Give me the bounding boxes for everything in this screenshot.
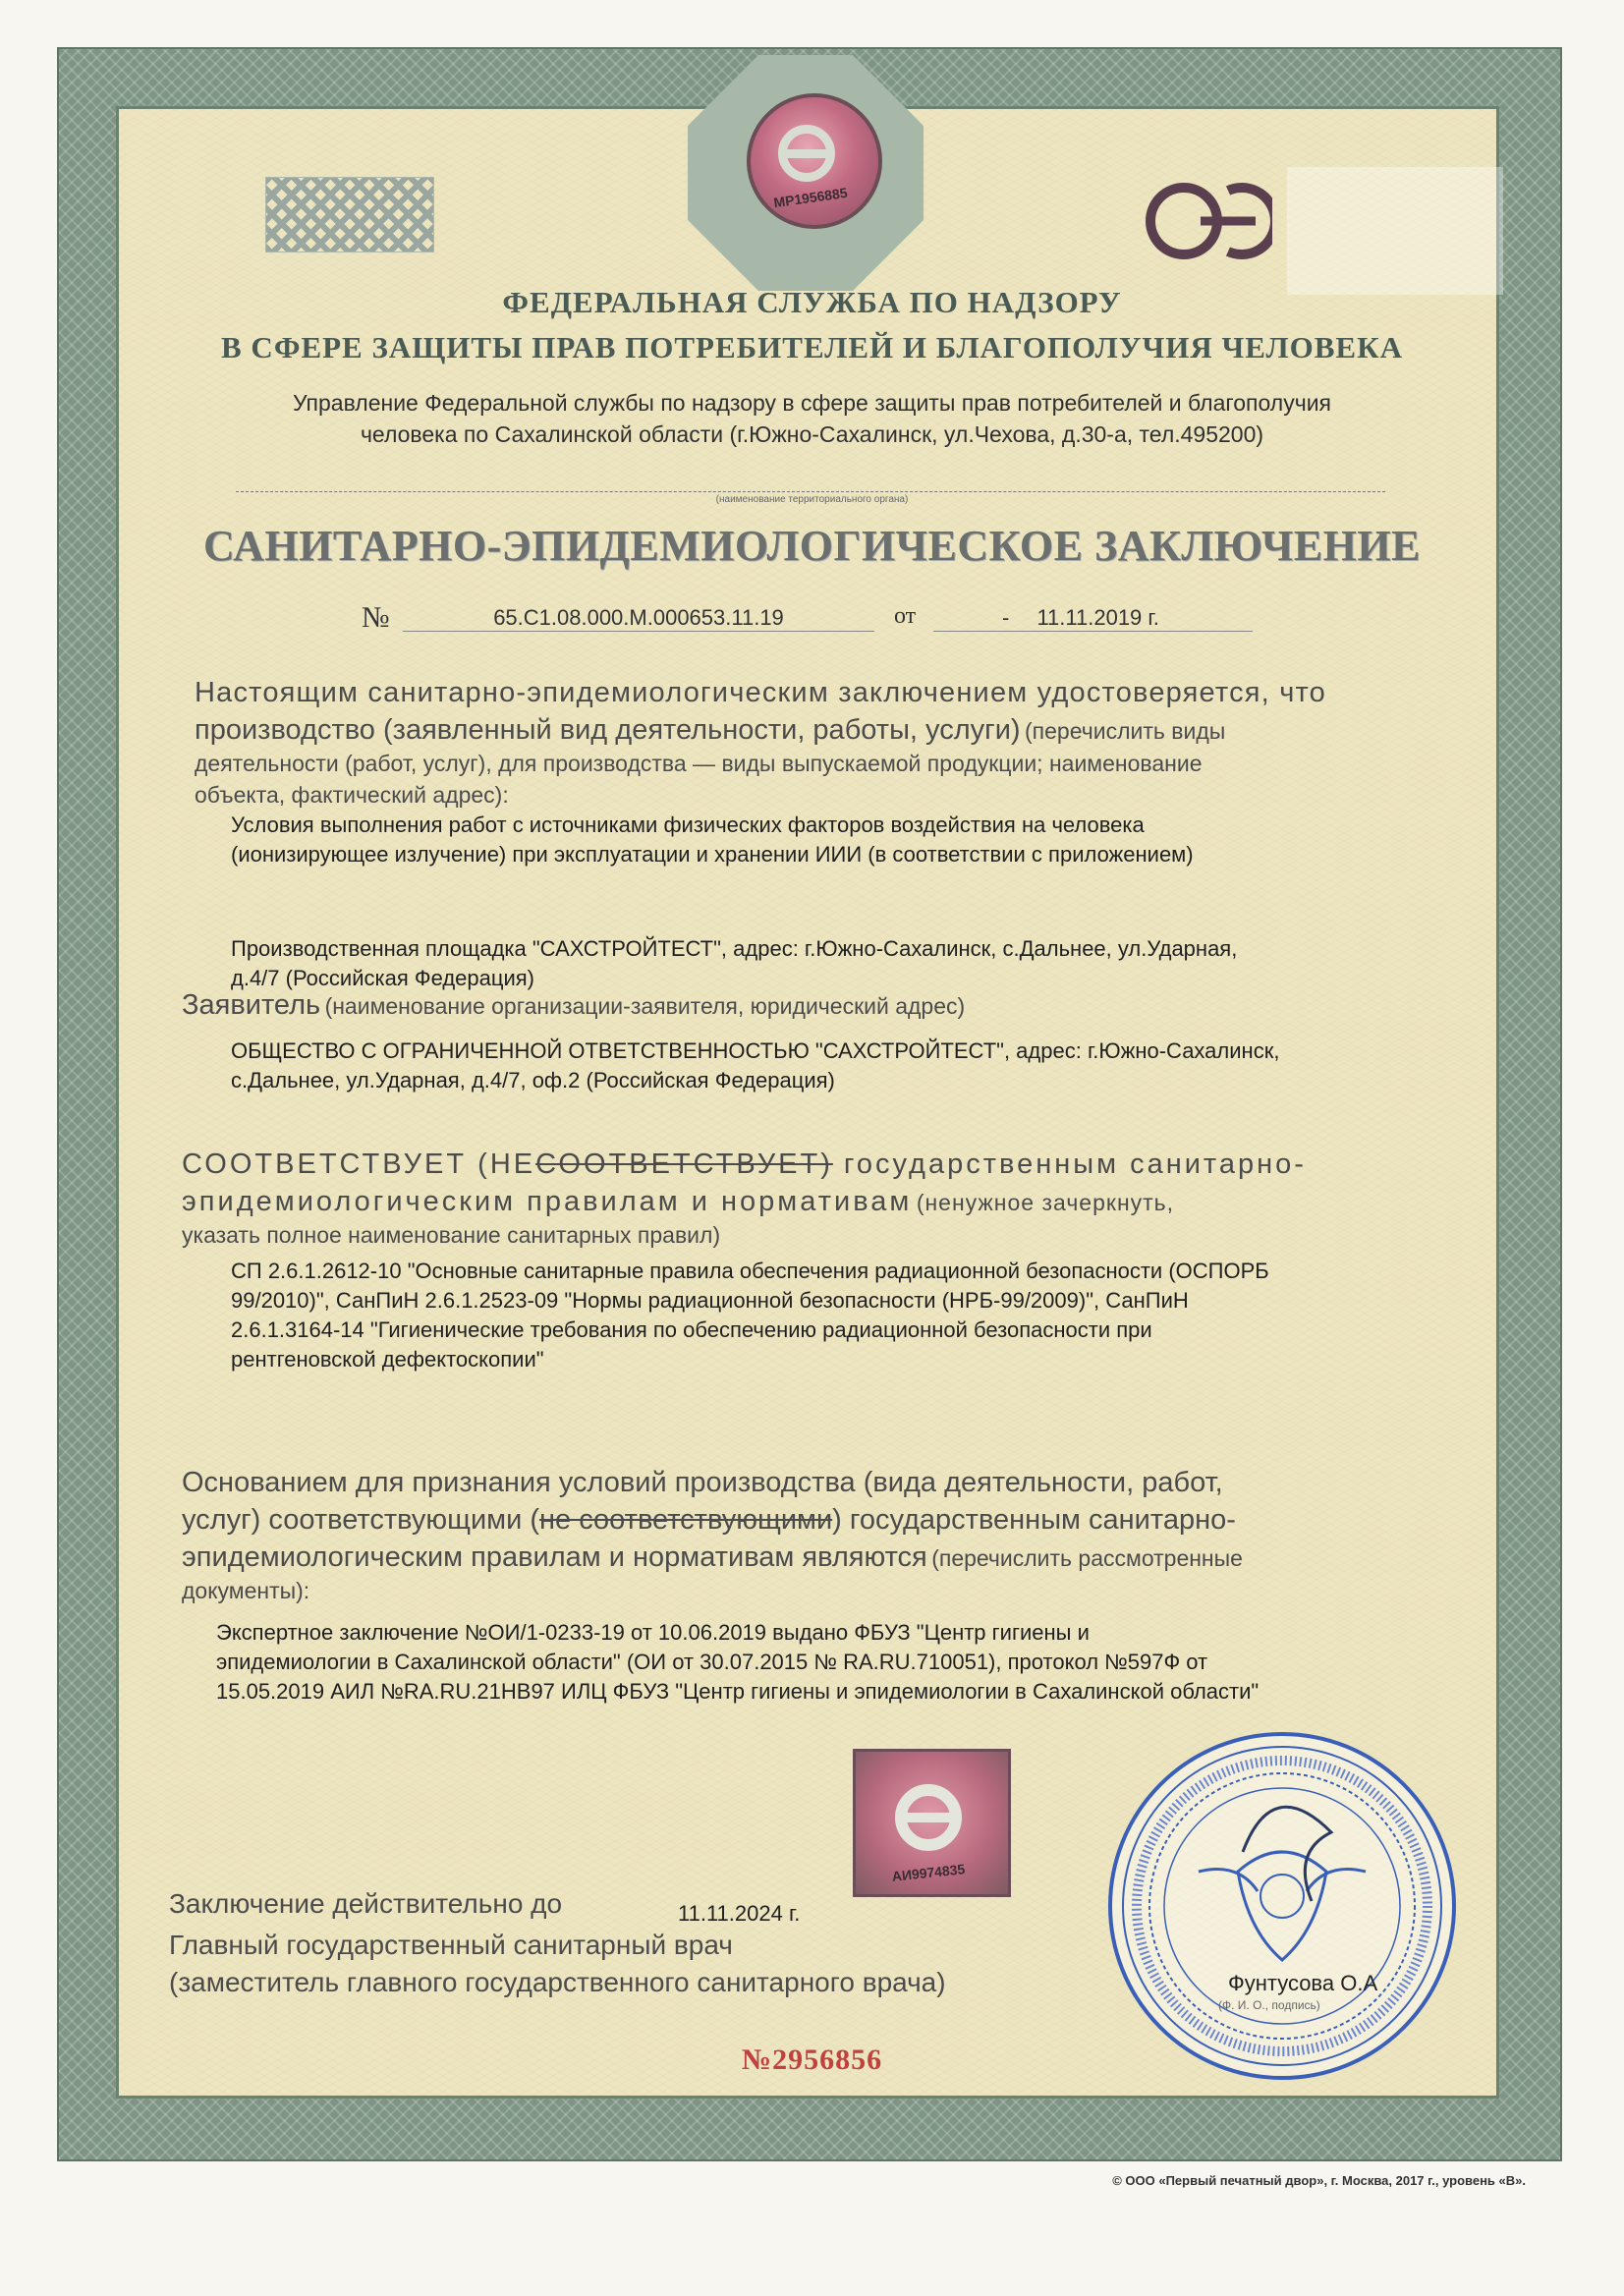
signature-role-line1: Главный государственный санитарный врач — [169, 1930, 733, 1960]
production-intro-line2 — [195, 713, 1225, 748]
department-line2: человека по Сахалинской области (г.Южно-Сахалинск, ул.Чехова, д.30-а, тел.495200) — [360, 421, 1264, 447]
validity-label: Заключение действительно до — [169, 1888, 563, 1919]
conformity-word: СООТВЕТСТВУЕТ — [182, 1148, 468, 1180]
production-intro-line3: деятельности (работ, услуг), для производства — виды выпускаемой продукции; наименование — [195, 751, 1203, 776]
production-text-line2: (ионизирующее излучение) при эксплуатации и хранении ИИИ (в соответствии с приложением) — [231, 842, 1194, 867]
basis-line2 — [182, 1503, 1236, 1538]
signature-role-line2: (заместитель главного государственного санитарного врача) — [169, 1967, 946, 1997]
validity-date: 11.11.2024 г. — [678, 1901, 801, 1926]
printer-footer: © ООО «Первый печатный двор», г. Москва, 2017 г., уровень «В». — [1112, 2173, 1526, 2188]
rules-line4: рентгеновской дефектоскопии" — [231, 1347, 544, 1372]
production-intro-line2-note: (перечислить виды — [1025, 718, 1226, 744]
documents-line3: 15.05.2019 АИЛ №RA.RU.21НВ97 ИЛЦ ФБУЗ "Центр гигиены и эпидемиологии в Сахалинской области" — [216, 1679, 1260, 1704]
basis-line2-pre: услуг) соответствующими ( — [182, 1504, 540, 1536]
production-intro-line2-main: производство (заявленный вид деятельности, работы, услуги) — [195, 714, 1021, 746]
basis-line2-struck: не соответствующими — [539, 1504, 833, 1536]
se-logo-icon — [1140, 177, 1272, 265]
number-prefix: № — [362, 601, 390, 634]
serial-number: №2956856 — [741, 2044, 883, 2076]
department-underline — [236, 491, 1385, 492]
official-seal-icon — [1095, 1724, 1469, 2088]
production-text-line1: Условия выполнения работ с источниками физических факторов воздействия на человека — [231, 812, 1145, 837]
applicant-label — [182, 988, 965, 1023]
production-site-line1: Производственная площадка "САХСТРОЙТЕСТ", адрес: г.Южно-Сахалинск, с.Дальнее, ул.Ударная, — [231, 936, 1238, 961]
production-intro-line1: Настоящим санитарно-эпидемиологическим заключением удостоверяется, что — [195, 677, 1326, 708]
rules-line2: 99/2010)", СанПиН 2.6.1.2523-09 "Нормы радиационной безопасности (НРБ-99/2009)", СанПиН — [231, 1288, 1189, 1313]
basis-line2-post: ) государственным санитарно- — [832, 1504, 1236, 1536]
conformity-line2 — [182, 1185, 1174, 1219]
security-pattern — [265, 177, 434, 252]
hologram-code-bottom: АИ9974835 — [891, 1861, 966, 1884]
conformity-rest: государственным санитарно- — [843, 1148, 1307, 1180]
basis-line3-note: (перечислить рассмотренные — [931, 1545, 1243, 1571]
document-title: САНИТАРНО-ЭПИДЕМИОЛОГИЧЕСКОЕ ЗАКЛЮЧЕНИЕ — [203, 522, 1421, 570]
documents-line1: Экспертное заключение №ОИ/1-0233-19 от 10.06.2019 выдано ФБУЗ "Центр гигиены и — [216, 1620, 1090, 1645]
conformity-line2-main: эпидемиологическим правилам и нормативам — [182, 1186, 913, 1217]
hologram-logo-bar — [780, 149, 833, 158]
rules-line3: 2.6.1.3164-14 "Гигиенические требования по обеспечению радиационной безопасности при — [231, 1317, 1152, 1342]
department-line1: Управление Федеральной службы по надзору в сфере защиты прав потребителей и благополучия — [292, 390, 1331, 416]
rules-line1: СП 2.6.1.2612-10 "Основные санитарные правила обеспечения радиационной безопасности (ОСПОРБ — [231, 1259, 1269, 1283]
production-intro-line4: объекта, фактический адрес): — [195, 782, 509, 808]
conformity-line3: указать полное наименование санитарных правил) — [182, 1222, 721, 1248]
production-site-line2: д.4/7 (Российская Федерация) — [231, 966, 535, 990]
basis-line3 — [182, 1540, 1243, 1575]
basis-line3-main: эпидемиологическим правилам и нормативам являются — [182, 1541, 927, 1573]
basis-line1: Основанием для признания условий производства (вида деятельности, работ, — [182, 1467, 1223, 1498]
conformity-struck: СООТВЕТСТВУЕТ) — [535, 1148, 833, 1180]
documents-line2: эпидемиологии в Сахалинской области" (ОИ от 30.07.2015 № RA.RU.710051), протокол №597Ф от — [216, 1650, 1208, 1674]
conformity-line1 — [182, 1148, 1307, 1182]
certificate-date: 11.11.2019 г. — [1036, 605, 1159, 630]
certificate-number: 65.С1.08.000.М.000653.11.19 — [403, 605, 874, 632]
hologram-logo-icon — [889, 1778, 968, 1857]
conformity-line2-note: (ненужное зачеркнуть, — [916, 1190, 1175, 1215]
signatory-name: Фунтусова О.А — [1228, 1971, 1378, 1995]
basis-line4: документы): — [182, 1578, 310, 1603]
signature-caption: (Ф. И. О., подпись) — [1218, 1998, 1320, 2012]
conformity-not: (НЕ — [477, 1148, 536, 1180]
date-prefix: от — [894, 603, 917, 629]
date-dash: - — [1002, 605, 1010, 630]
applicant-label-main: Заявитель — [182, 989, 321, 1021]
blank-field — [1287, 167, 1503, 295]
agency-title-line1: ФЕДЕРАЛЬНАЯ СЛУЖБА ПО НАДЗОРУ — [502, 285, 1122, 319]
applicant-label-note: (наименование организации-заявителя, юридический адрес) — [324, 993, 966, 1019]
applicant-text-line2: с.Дальнее, ул.Ударная, д.4/7, оф.2 (Российская Федерация) — [231, 1068, 835, 1092]
department-caption: (наименование территориального органа) — [715, 494, 909, 505]
hologram-code: MP1956885 — [772, 184, 849, 211]
agency-title-line2: В СФЕРЕ ЗАЩИТЫ ПРАВ ПОТРЕБИТЕЛЕЙ И БЛАГОПОЛУЧИЯ ЧЕЛОВЕКА — [221, 330, 1403, 364]
applicant-text-line1: ОБЩЕСТВО С ОГРАНИЧЕННОЙ ОТВЕТСТВЕННОСТЬЮ "САХСТРОЙТЕСТ", адрес: г.Южно-Сахалинск, — [231, 1038, 1280, 1063]
certificate-date-field — [933, 605, 1253, 632]
